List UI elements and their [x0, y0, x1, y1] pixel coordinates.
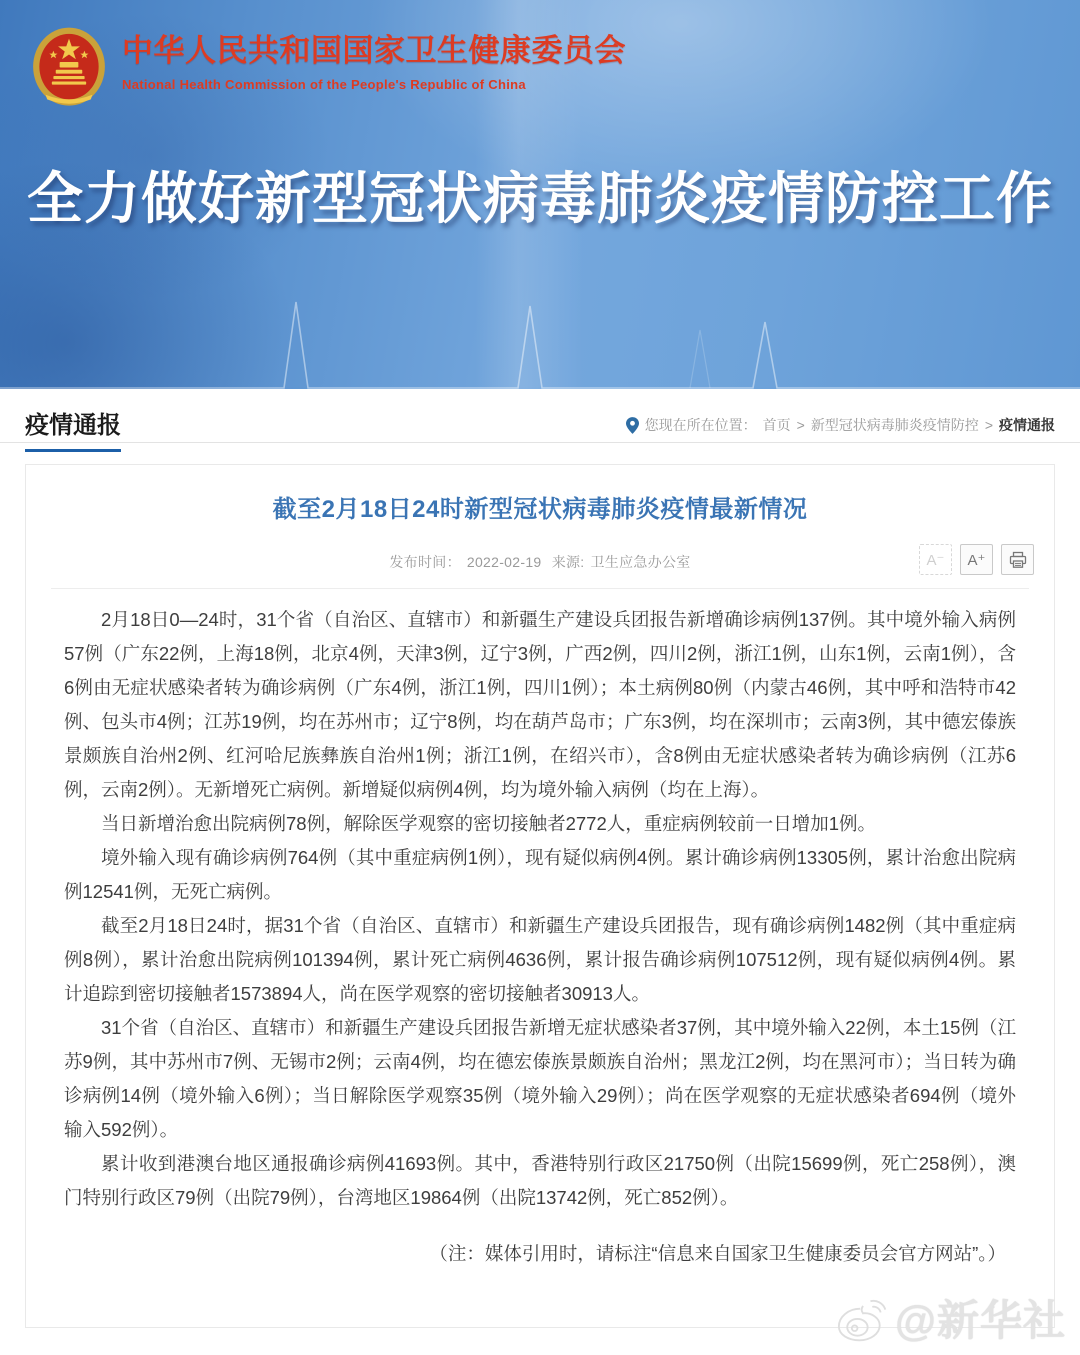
nav-divider	[0, 442, 1080, 443]
org-name-zh: 中华人民共和国国家卫生健康委员会	[122, 33, 626, 68]
breadcrumb-home-link[interactable]: 首页	[762, 417, 791, 433]
font-decrease-button[interactable]: A⁻	[919, 544, 952, 575]
location-pin-icon	[626, 417, 639, 434]
paragraph: 当日新增治愈出院病例78例，解除医学观察的密切接触者2772人，重症病例较前一日增加1例。	[101, 813, 877, 834]
font-increase-button[interactable]: A⁺	[960, 544, 993, 575]
breadcrumb-prefix: 您现在所在位置：	[644, 417, 757, 433]
org-name-en: National Health Commission of the People's Republic of China	[122, 76, 526, 92]
breadcrumb-separator: >	[796, 417, 805, 433]
section-nav-row	[0, 389, 1080, 443]
publish-label: 发布时间：	[389, 554, 461, 570]
publish-date: 2022-02-19	[466, 554, 542, 570]
section-title: 疫情通报	[25, 405, 121, 452]
article-meta	[26, 544, 1054, 572]
article-container	[25, 464, 1055, 1328]
breadcrumb	[626, 415, 1055, 435]
source-label: 来源:	[551, 554, 585, 570]
article-body	[26, 589, 1054, 1271]
article-title: 截至2月18日24时新型冠状病毒肺炎疫情最新情况	[272, 496, 808, 523]
paragraph: 31个省（自治区、直辖市）和新疆生产建设兵团报告新增无症状感染者37例，其中境外输入22例，本土15例（江苏9例，其中苏州市7例、无锡市2例；云南4例，均在德宏傣族景颇族自治州；黑龙江2例，均在黑河市）；当日转为确诊病例14例（境外输入6例）；当日解除医学观察35例（境外输入29例）；尚在医学观察的无症状感染者694例（境外输入592例）。	[64, 1017, 1016, 1140]
article-tools	[919, 544, 1034, 575]
paragraph: 2月18日0—24时，31个省（自治区、直辖市）和新疆生产建设兵团报告新增确诊病例137例。其中境外输入病例57例（广东22例，上海18例，北京4例，天津3例，辽宁3例，广西2例，四川2例，浙江1例，山东1例，云南1例），含6例由无症状感染者转为确诊病例（广东4例，浙江1例，四川1例）；本土病例80例（内蒙古46例，其中呼和浩特市42例、包头市4例；江苏19例，均在苏州市；辽宁8例，均在葫芦岛市；广东3例，均在深圳市；云南3例，其中德宏傣族景颇族自治州2例、红河哈尼族彝族自治州1例；浙江1例，在绍兴市），含8例由无症状感染者转为确诊病例（江苏6例，云南2例）。无新增死亡病例。新增疑似病例4例，均为境外输入病例（均在上海）。	[64, 609, 1016, 800]
source-name: 卫生应急办公室	[590, 554, 691, 570]
article-meta-row	[26, 544, 1054, 578]
paragraph: 截至2月18日24时，据31个省（自治区、直辖市）和新疆生产建设兵团报告，现有确诊病例1482例（其中重症病例8例），累计治愈出院病例101394例，累计死亡病例4636例，累计报告确诊病例107512例，现有疑似病例4例。累计追踪到密切接触者1573894人，尚在医学观察的密切接触者30913人。	[64, 915, 1016, 1004]
national-emblem-icon	[30, 26, 108, 112]
print-button[interactable]	[1001, 544, 1034, 575]
breadcrumb-current: 疫情通报	[999, 417, 1055, 433]
paragraph: 累计收到港澳台地区通报确诊病例41693例。其中，香港特别行政区21750例（出院15699例，死亡258例），澳门特别行政区79例（出院79例），台湾地区19864例（出院13742例，死亡852例）。	[64, 1153, 1016, 1208]
breadcrumb-parent-link[interactable]: 新型冠状病毒肺炎疫情防控	[810, 417, 979, 433]
printer-icon	[1009, 551, 1027, 569]
weibo-icon	[835, 1292, 891, 1344]
citation-note: （注：媒体引用时，请标注“信息来自国家卫生健康委员会官方网站”。）	[429, 1243, 1006, 1264]
paragraph: 境外输入现有确诊病例764例（其中重症病例1例），现有疑似病例4例。累计确诊病例13305例，累计治愈出院病例12541例，无死亡病例。	[64, 847, 1016, 902]
org-identity	[30, 26, 626, 112]
banner-slogan: 全力做好新型冠状病毒肺炎疫情防控工作	[27, 167, 1053, 230]
watermark	[835, 1288, 1066, 1348]
header-banner	[0, 0, 1080, 389]
breadcrumb-separator: >	[984, 417, 993, 433]
watermark-text: @新华社	[895, 1297, 1066, 1344]
